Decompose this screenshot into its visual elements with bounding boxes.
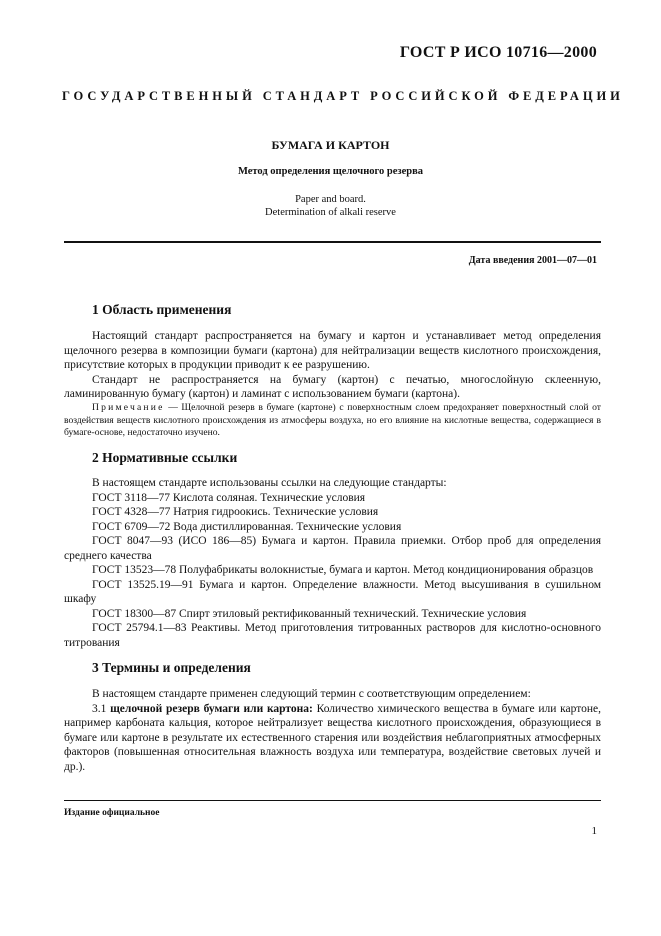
section-2-heading: 2 Нормативные ссылки xyxy=(92,450,238,465)
section-1-paragraph-1: Настоящий стандарт распространяется на бумагу и картон и устанавливает метод определения щелочного резерва в композиции бумаги (картона) для нейтрализации веществ кислотного происхождения, присутствие которых в продукции приводит к ее разрушению. xyxy=(64,330,601,371)
reference-item: ГОСТ 6709—72 Вода дистиллированная. Технические условия xyxy=(92,520,402,533)
page-number: 1 xyxy=(591,825,597,837)
term-definition-text: Количество химического вещества в бумаге или картоне, например карбоната кальция, которое нейтрализует вещества кислотного происхождения, образующиеся в бумаге или картоне в результате их естественного старения или воздействия неблагоприятных атмосферных факторов (повышенная относительная влажность воздуха или температура, воздействие световых лучей и др.). xyxy=(64,702,601,773)
term-name: щелочной резерв бумаги или картона: xyxy=(110,702,313,715)
english-title-line2: Determination of alkali reserve xyxy=(265,207,396,218)
section-1-body xyxy=(64,329,601,402)
term-number: 3.1 xyxy=(92,702,107,715)
footer-divider xyxy=(64,800,601,801)
section-1-heading: 1 Область применения xyxy=(92,302,232,317)
section-1-note xyxy=(64,402,601,440)
title-divider xyxy=(64,241,601,243)
reference-item: ГОСТ 13523—78 Полуфабрикаты волокнистые, бумага и картон. Метод кондиционирования образцов xyxy=(92,564,594,576)
english-title-line1: Paper and board. xyxy=(295,194,366,205)
reference-item: ГОСТ 3118—77 Кислота соляная. Технические условия xyxy=(92,491,366,504)
english-title xyxy=(0,193,661,219)
section-3-heading: 3 Термины и определения xyxy=(92,660,251,675)
reference-item: ГОСТ 13525.19—91 Бумага и картон. Определение влажности. Метод высушивания в сушильном шкафу xyxy=(64,578,601,605)
reference-item: ГОСТ 8047—93 (ИСО 186—85) Бумага и картон. Правила приемки. Отбор проб для определения среднего качества xyxy=(64,535,601,562)
term-definition xyxy=(64,702,601,775)
reference-item: ГОСТ 4328—77 Натрия гидроокись. Технические условия xyxy=(92,506,379,518)
section-1-paragraph-2: Стандарт не распространяется на бумагу (картон) с печатью, многослойную склеенную, ламинированную бумагу (картон) и ламинат с использованием бумаги (картона). xyxy=(64,373,601,400)
document-code: ГОСТ Р ИСО 10716—2000 xyxy=(399,44,597,61)
section-2-intro: В настоящем стандарте использованы ссылки на следующие стандарты: xyxy=(92,477,447,489)
section-2-body xyxy=(64,476,601,650)
reference-item: ГОСТ 18300—87 Спирт этиловый ректификованный технический. Технические условия xyxy=(92,607,527,620)
note-label: Примечание xyxy=(92,402,165,413)
document-title: БУМАГА И КАРТОН xyxy=(271,138,390,152)
section-3-intro: В настоящем стандарте применен следующий термин с соответствующим определением: xyxy=(92,688,531,700)
state-standard-title: ГОСУДАРСТВЕННЫЙ СТАНДАРТ РОССИЙСКОЙ ФЕДЕРАЦИИ xyxy=(62,89,624,103)
introduction-date: Дата введения 2001—07—01 xyxy=(468,255,597,266)
reference-item: ГОСТ 25794.1—83 Реактивы. Метод приготовления титрованных растворов для кислотно-основного титрования xyxy=(64,622,601,649)
note-text: — Щелочной резерв в бумаге (картоне) с поверхностным слоем предохраняет поверхностный слой от воздействия веществ кислотного происхождения из атмосферы воздуха, но его влияние на кислотные вещества, содержащиеся в бумаге-основе, недостаточно изучено. xyxy=(64,402,601,438)
official-edition-label: Издание официальное xyxy=(64,808,160,818)
section-3-body xyxy=(64,687,601,774)
document-subtitle: Метод определения щелочного резерва xyxy=(237,166,424,177)
